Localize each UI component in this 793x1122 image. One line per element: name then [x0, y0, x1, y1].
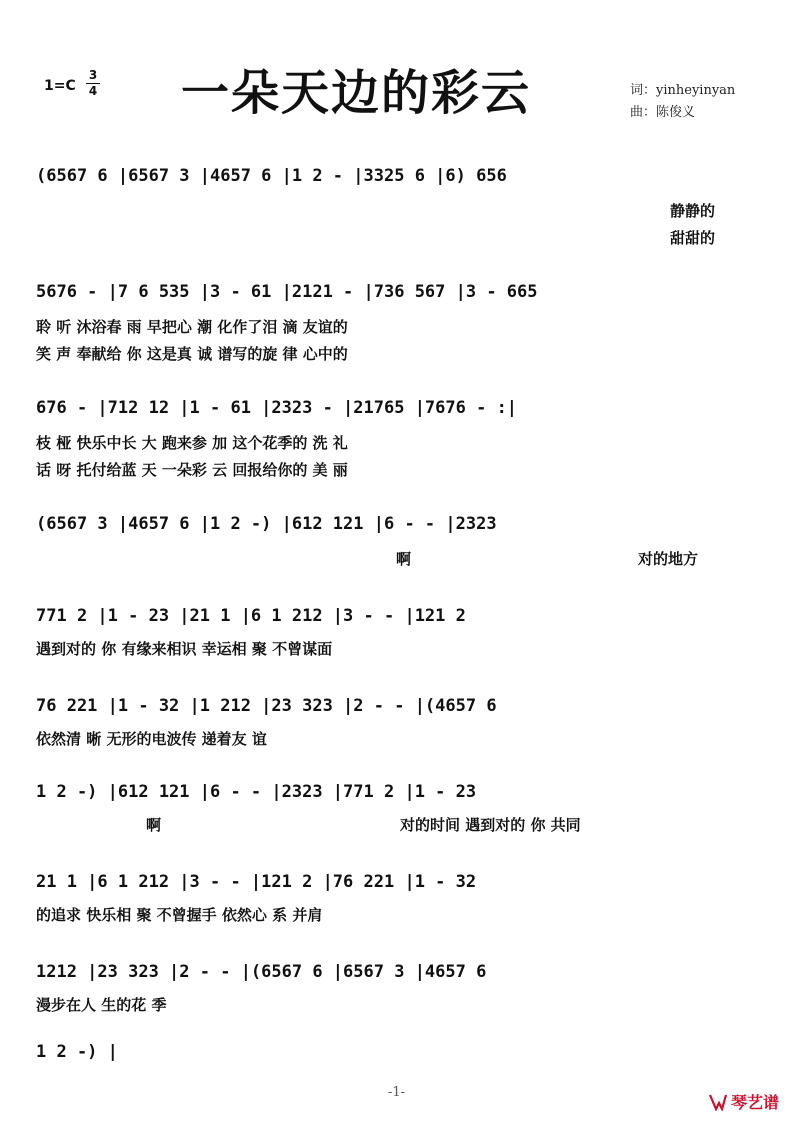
lyric-line-2: 甜甜的	[670, 229, 716, 247]
header-key: 1=C	[44, 78, 76, 94]
lyric-line-1: 静静的	[670, 202, 716, 220]
notation-line: (6567 6 |6567 3 |4657 6 |1 2 - |3325 6 |6) 656	[36, 166, 507, 186]
lyric-line-1: 漫步在人 生的花 季	[36, 996, 167, 1014]
brand-name: 琴艺谱	[730, 1093, 779, 1112]
page-number: -1-	[387, 1085, 406, 1100]
notation-line: 1212 |23 323 |2 - - |(6567 6 |6567 3 |4657 6	[36, 962, 487, 982]
time-signature-denominator: 4	[88, 84, 98, 98]
notation-line: 76 221 |1 - 32 |1 212 |23 323 |2 - - |(4657 6	[36, 696, 497, 716]
lyric-line-1: 啊	[146, 816, 162, 834]
notation-line: 676 - |712 12 |1 - 61 |2323 - |21765 |7676 - :|	[36, 398, 518, 418]
lyric-line-1: 遇到对的 你 有缘来相识 幸运相 聚 不曾谋面	[36, 640, 333, 658]
song-title: 一朵天边的彩云	[181, 65, 532, 121]
notation-line: 5676 - |7 6 535 |3 - 61 |2121 - |736 567 |3 - 665	[36, 282, 538, 302]
piano-logo-icon	[708, 1093, 728, 1111]
notation-line: 21 1 |6 1 212 |3 - - |121 2 |76 221 |1 - 32	[36, 872, 477, 892]
lyric-line-1: 聆 听 沐浴春 雨 早把心 潮 化作了泪 滴 友谊的	[36, 318, 348, 336]
lyric-line-2: 对的地方	[638, 550, 699, 568]
lyric-line-2: 笑 声 奉献给 你 这是真 诚 谱写的旋 律 心中的	[36, 345, 348, 363]
composer: 曲：陈俊义	[630, 105, 696, 120]
lyric-line-1: 啊	[396, 550, 412, 568]
notation-line: 1 2 -) |	[36, 1042, 118, 1062]
notation-line: 1 2 -) |612 121 |6 - - |2323 |771 2 |1 - 23	[36, 782, 477, 802]
lyric-line-1: 枝 桠 快乐中长 大 跑来参 加 这个花季的 洗 礼	[36, 434, 348, 452]
lyric-line-1: 的追求 快乐相 聚 不曾握手 依然心 系 并肩	[36, 906, 323, 924]
lyric-line-2: 对的时间 遇到对的 你 共同	[400, 816, 581, 834]
lyric-line-1: 依然清 晰 无形的电波传 递着友 谊	[36, 730, 267, 748]
notation-line: (6567 3 |4657 6 |1 2 -) |612 121 |6 - - |2323	[36, 514, 497, 534]
lyricist: 词：yinheyinyan	[630, 83, 736, 98]
lyric-line-2: 话 呀 托付给蓝 天 一朵彩 云 回报给你的 美 丽	[36, 461, 348, 479]
credits	[630, 80, 735, 124]
notation-line: 771 2 |1 - 23 |21 1 |6 1 212 |3 - - |121 2	[36, 606, 466, 626]
time-signature	[86, 69, 100, 98]
brand-logo	[708, 1090, 779, 1113]
time-signature-numerator: 3	[88, 68, 98, 82]
